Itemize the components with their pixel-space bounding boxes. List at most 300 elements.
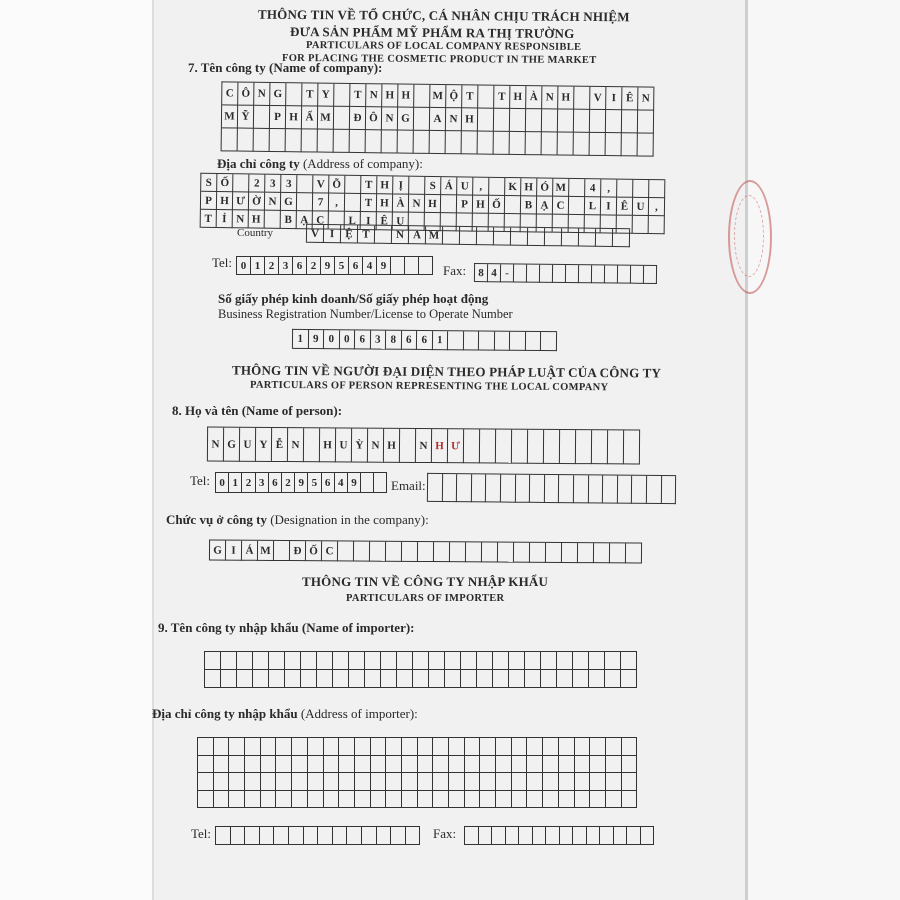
char-box[interactable]: Ố [306,541,322,561]
char-box[interactable]: 2 [282,473,295,493]
char-box[interactable]: 9 [348,473,361,493]
char-box[interactable] [492,827,506,845]
char-box[interactable] [221,652,237,670]
char-box[interactable] [526,132,542,155]
char-box[interactable] [472,474,487,502]
char-box[interactable] [289,827,304,845]
char-box[interactable] [512,430,528,464]
char-box[interactable] [270,129,286,152]
char-box[interactable] [302,129,318,152]
char-box[interactable] [292,738,308,756]
char-box[interactable]: Đ [290,541,306,561]
char-box[interactable]: G [210,540,226,560]
importer-address-grid[interactable] [197,737,637,808]
char-box[interactable] [606,110,622,133]
char-box[interactable] [575,738,591,756]
char-box[interactable] [237,670,253,688]
char-box[interactable] [365,670,381,688]
char-box[interactable]: 4 [363,257,377,275]
char-box[interactable]: G [270,83,286,106]
char-box[interactable] [391,257,405,275]
char-box[interactable] [245,791,261,809]
char-box[interactable]: N [366,84,382,107]
char-box[interactable]: 2 [242,473,255,493]
char-box[interactable]: Y [318,84,334,107]
char-box[interactable] [477,670,493,688]
char-box[interactable] [430,131,446,154]
char-box[interactable] [366,130,382,153]
char-box[interactable] [308,791,324,809]
char-box[interactable]: Ô [238,83,254,106]
char-box[interactable] [229,773,245,791]
char-box[interactable] [533,827,547,845]
char-box[interactable]: 5 [335,257,349,275]
char-box[interactable]: 4 [585,179,601,197]
char-box[interactable]: B [281,211,297,229]
char-box[interactable] [245,738,261,756]
char-box[interactable] [409,177,425,195]
char-box[interactable] [546,543,562,563]
char-box[interactable] [276,791,292,809]
char-box[interactable]: N [542,86,558,109]
char-box[interactable] [370,542,386,562]
char-box[interactable] [644,266,657,284]
char-box[interactable] [527,738,543,756]
char-box[interactable] [245,827,260,845]
char-box[interactable] [542,109,558,132]
char-box[interactable] [324,773,340,791]
char-box[interactable] [509,652,525,670]
char-box[interactable] [414,108,430,131]
char-box[interactable] [466,542,482,562]
char-box[interactable] [576,430,592,464]
char-box[interactable] [339,756,355,774]
char-box[interactable]: H [425,195,441,213]
char-box[interactable] [434,542,450,562]
char-box[interactable] [559,756,575,774]
char-box[interactable] [606,773,622,791]
char-box[interactable]: H [249,210,265,228]
char-box[interactable] [362,827,377,845]
char-box[interactable] [198,773,214,791]
char-box[interactable]: Ô [366,107,382,130]
char-box[interactable] [661,476,676,504]
char-box[interactable] [441,195,457,213]
char-box[interactable] [578,543,594,563]
char-box[interactable] [596,229,613,247]
char-box[interactable]: P [457,195,473,213]
char-box[interactable]: 9 [321,257,335,275]
char-box[interactable]: H [286,106,302,129]
char-box[interactable] [574,133,590,156]
char-box[interactable] [494,109,510,132]
char-box[interactable]: 8 [386,331,402,350]
char-box[interactable]: 6 [401,331,417,350]
char-box[interactable]: 0 [339,330,355,349]
char-box[interactable] [402,791,418,809]
char-box[interactable]: T [494,86,510,109]
char-box[interactable] [573,670,589,688]
char-box[interactable] [530,543,546,563]
char-box[interactable] [575,756,591,774]
char-box[interactable] [530,475,545,503]
char-box[interactable] [542,132,558,155]
char-box[interactable]: N [233,210,249,228]
char-box[interactable] [624,430,640,464]
char-box[interactable] [575,791,591,809]
char-box[interactable] [569,179,585,197]
char-box[interactable]: T [350,84,366,107]
char-box[interactable]: T [201,210,217,228]
char-box[interactable] [465,738,481,756]
char-box[interactable]: P [201,192,217,210]
char-box[interactable]: S [201,174,217,192]
char-box[interactable] [450,542,466,562]
char-box[interactable] [297,175,313,193]
char-box[interactable] [286,129,302,152]
char-box[interactable] [216,827,231,845]
char-box[interactable]: N [392,226,409,244]
char-box[interactable]: , [649,198,665,216]
char-box[interactable] [627,827,641,845]
char-box[interactable]: Ư [448,429,464,463]
char-box[interactable] [308,773,324,791]
char-box[interactable] [333,827,348,845]
char-box[interactable] [462,131,478,154]
char-box[interactable] [557,670,573,688]
char-box[interactable]: M [222,105,238,128]
char-box[interactable] [618,476,633,504]
char-box[interactable]: Ố [489,196,505,214]
char-box[interactable]: 3 [256,473,269,493]
char-box[interactable] [405,257,419,275]
char-box[interactable] [562,228,579,246]
char-box[interactable]: H [320,428,336,462]
char-box[interactable]: 4 [488,264,501,282]
char-box[interactable] [285,652,301,670]
char-box[interactable] [590,773,606,791]
char-box[interactable] [371,738,387,756]
char-box[interactable] [512,773,528,791]
char-box[interactable] [638,133,654,156]
char-box[interactable] [465,773,481,791]
char-box[interactable] [541,332,557,351]
char-box[interactable] [622,110,638,133]
person-tel-grid[interactable] [215,472,387,493]
char-box[interactable] [445,652,461,670]
char-box[interactable] [386,542,402,562]
char-box[interactable] [269,652,285,670]
char-box[interactable] [480,756,496,774]
char-box[interactable] [254,106,270,129]
char-box[interactable] [214,791,230,809]
char-box[interactable] [446,131,462,154]
char-box[interactable] [418,791,434,809]
char-box[interactable] [477,652,493,670]
char-box[interactable] [308,756,324,774]
char-box[interactable] [590,791,606,809]
char-box[interactable] [510,109,526,132]
char-box[interactable] [622,791,638,809]
char-box[interactable] [606,791,622,809]
char-box[interactable] [374,473,387,493]
char-box[interactable] [457,474,472,502]
char-box[interactable]: Á [441,177,457,195]
char-box[interactable]: P [270,106,286,129]
char-box[interactable]: G [281,193,297,211]
char-box[interactable] [345,194,361,212]
char-box[interactable] [386,791,402,809]
char-box[interactable]: C [222,82,238,105]
company-tel-grid[interactable] [236,256,433,275]
char-box[interactable] [603,475,618,503]
char-box[interactable]: N [382,107,398,130]
char-box[interactable]: H [510,86,526,109]
char-box[interactable] [525,652,541,670]
char-box[interactable] [442,474,457,502]
char-box[interactable] [254,129,270,152]
char-box[interactable]: 6 [322,473,335,493]
char-box[interactable] [386,773,402,791]
char-box[interactable] [632,476,647,504]
char-box[interactable] [274,541,290,561]
char-box[interactable]: Á [242,541,258,561]
char-box[interactable] [443,227,460,245]
char-box[interactable] [308,738,324,756]
char-box[interactable]: H [558,86,574,109]
char-box[interactable] [631,266,644,284]
char-box[interactable] [339,738,355,756]
char-box[interactable] [269,670,285,688]
char-box[interactable] [511,228,528,246]
person-email-grid[interactable] [427,473,676,504]
char-box[interactable] [274,827,289,845]
char-box[interactable] [559,791,575,809]
char-box[interactable] [569,197,585,215]
char-box[interactable]: 6 [355,330,371,349]
char-box[interactable] [527,265,540,283]
char-box[interactable] [605,670,621,688]
char-box[interactable] [449,738,465,756]
char-box[interactable] [527,773,543,791]
char-box[interactable] [621,670,637,688]
char-box[interactable] [579,229,596,247]
char-box[interactable]: G [398,108,414,131]
char-box[interactable] [354,542,370,562]
char-box[interactable] [540,265,553,283]
char-box[interactable]: T [462,85,478,108]
char-box[interactable]: Ệ [341,225,358,243]
char-box[interactable] [525,332,541,351]
char-box[interactable]: 3 [279,257,293,275]
char-box[interactable] [589,652,605,670]
char-box[interactable]: - [501,264,514,282]
char-box[interactable]: H [462,108,478,131]
char-box[interactable] [519,827,533,845]
char-box[interactable] [622,133,638,156]
char-box[interactable] [237,652,253,670]
char-box[interactable]: Ê [617,198,633,216]
char-box[interactable] [428,474,443,502]
char-box[interactable] [333,670,349,688]
char-box[interactable]: U [633,198,649,216]
char-box[interactable] [496,738,512,756]
char-box[interactable] [198,791,214,809]
char-box[interactable]: Ỉ [217,210,233,228]
char-box[interactable]: 6 [293,257,307,275]
char-box[interactable] [573,652,589,670]
char-box[interactable] [606,756,622,774]
char-box[interactable]: Ờ [249,192,265,210]
char-box[interactable]: L [585,197,601,215]
char-box[interactable] [205,652,221,670]
char-box[interactable] [402,542,418,562]
char-box[interactable] [418,756,434,774]
char-box[interactable] [433,738,449,756]
char-box[interactable]: H [377,176,393,194]
char-box[interactable] [413,652,429,670]
char-box[interactable] [461,670,477,688]
char-box[interactable] [245,773,261,791]
char-box[interactable] [419,257,433,275]
char-box[interactable]: S [425,177,441,195]
char-box[interactable] [445,670,461,688]
char-box[interactable]: Ẩ [302,106,318,129]
char-box[interactable] [253,652,269,670]
char-box[interactable] [382,130,398,153]
char-box[interactable] [418,738,434,756]
char-box[interactable]: , [473,178,489,196]
char-box[interactable] [371,791,387,809]
char-box[interactable]: 2 [249,174,265,192]
char-box[interactable]: M [318,107,334,130]
char-box[interactable]: Ê [622,87,638,110]
char-box[interactable] [414,131,430,154]
char-box[interactable] [608,430,624,464]
char-box[interactable]: Ê [377,212,393,230]
char-box[interactable]: Ó [537,178,553,196]
char-box[interactable] [501,475,516,503]
char-box[interactable] [198,738,214,756]
char-box[interactable] [339,773,355,791]
char-box[interactable]: H [521,178,537,196]
char-box[interactable] [339,791,355,809]
char-box[interactable] [559,773,575,791]
char-box[interactable]: I [606,87,622,110]
char-box[interactable]: Ị [393,176,409,194]
char-box[interactable] [238,129,254,152]
char-box[interactable] [527,791,543,809]
char-box[interactable]: C [313,211,329,229]
char-box[interactable] [292,791,308,809]
char-box[interactable] [229,738,245,756]
char-box[interactable] [222,128,238,151]
char-box[interactable]: 9 [295,473,308,493]
char-box[interactable] [386,756,402,774]
char-box[interactable] [543,738,559,756]
char-box[interactable] [545,228,562,246]
char-box[interactable] [355,773,371,791]
char-box[interactable] [594,543,610,563]
char-box[interactable] [245,756,261,774]
char-box[interactable] [361,473,374,493]
char-box[interactable]: H [382,84,398,107]
char-box[interactable] [286,83,302,106]
char-box[interactable] [400,429,416,463]
char-box[interactable] [605,652,621,670]
char-box[interactable] [525,670,541,688]
char-box[interactable] [449,791,465,809]
char-box[interactable] [333,652,349,670]
company-name-grid[interactable] [221,81,655,156]
char-box[interactable] [304,428,320,462]
char-box[interactable]: 0 [324,330,340,349]
char-box[interactable] [480,773,496,791]
char-box[interactable]: 9 [308,330,324,349]
char-box[interactable]: L [345,212,361,230]
char-box[interactable] [324,738,340,756]
char-box[interactable]: N [446,108,462,131]
char-box[interactable]: 3 [370,331,386,350]
char-box[interactable] [198,756,214,774]
char-box[interactable]: H [384,429,400,463]
char-box[interactable] [505,196,521,214]
importer-name-grid[interactable] [204,651,637,688]
char-box[interactable] [292,773,308,791]
char-box[interactable]: I [601,197,617,215]
char-box[interactable] [345,176,361,194]
char-box[interactable] [418,773,434,791]
char-box[interactable] [365,652,381,670]
char-box[interactable] [292,756,308,774]
char-box[interactable] [498,543,514,563]
char-box[interactable] [590,110,606,133]
char-box[interactable] [566,265,579,283]
char-box[interactable] [528,228,545,246]
char-box[interactable] [559,475,574,503]
char-box[interactable] [261,738,277,756]
char-box[interactable]: Ố [217,174,233,192]
char-box[interactable]: C [553,197,569,215]
char-box[interactable] [494,132,510,155]
char-box[interactable]: I [226,541,242,561]
char-box[interactable]: Ộ [446,85,462,108]
char-box[interactable] [558,109,574,132]
char-box[interactable] [397,670,413,688]
char-box[interactable] [546,827,560,845]
char-box[interactable] [391,827,406,845]
char-box[interactable]: , [329,194,345,212]
char-box[interactable] [334,84,350,107]
char-box[interactable] [605,265,618,283]
char-box[interactable] [448,331,464,350]
char-box[interactable] [559,738,575,756]
char-box[interactable] [512,738,528,756]
char-box[interactable] [377,827,392,845]
char-box[interactable] [541,652,557,670]
char-box[interactable]: 1 [229,473,242,493]
char-box[interactable] [506,827,520,845]
char-box[interactable] [402,773,418,791]
char-box[interactable] [493,652,509,670]
importer-fax-grid[interactable] [464,826,654,845]
char-box[interactable] [649,216,665,234]
char-box[interactable] [606,738,622,756]
char-box[interactable]: M [430,85,446,108]
char-box[interactable]: U [240,428,256,462]
char-box[interactable] [478,108,494,131]
char-box[interactable] [449,756,465,774]
